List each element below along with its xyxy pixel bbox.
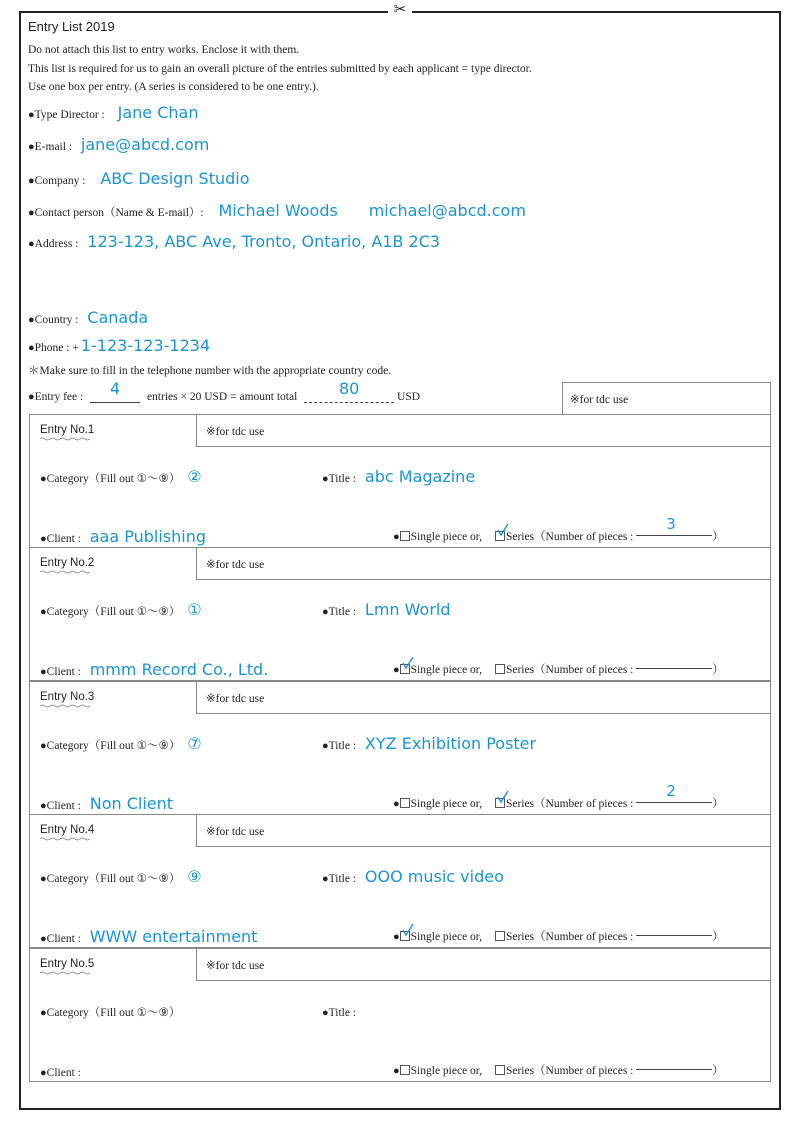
- single-piece-checkbox[interactable]: [400, 1065, 410, 1075]
- single-piece-checkbox[interactable]: [400, 531, 410, 541]
- client-label: Client :: [46, 1067, 81, 1079]
- check-mark-icon: [497, 790, 509, 804]
- category-value[interactable]: ⑦: [187, 734, 202, 753]
- company-label: Company :: [34, 175, 86, 187]
- entry-number: Entry No.1: [40, 424, 95, 436]
- entry-box: [29, 814, 771, 948]
- address-field: ●Address : 123-123, ABC Ave, Tronto, Ontario, A1B 2C3: [28, 232, 441, 251]
- check-mark-icon: [402, 656, 414, 670]
- total-amount-value: 80: [338, 379, 360, 398]
- type-director-value[interactable]: Jane Chan: [117, 103, 199, 122]
- title-field: ●Title :: [322, 1007, 357, 1019]
- category-label: Category（Fill out ①～⑨）: [46, 873, 181, 885]
- company-value[interactable]: ABC Design Studio: [100, 169, 250, 188]
- series-label: Series（Number of pieces :: [505, 798, 634, 810]
- close-paren: ）: [712, 531, 724, 543]
- intro-line-2: This list is required for us to gain an overall picture of the entries submitted by each applicant = type director.: [28, 63, 532, 75]
- number-of-pieces-input[interactable]: [636, 782, 712, 803]
- single-piece-label: Single piece or,: [410, 931, 483, 943]
- entry-box: [29, 948, 771, 1082]
- category-field: ●Category（Fill out ①～⑨） ②: [40, 467, 202, 486]
- title-field: ●Title : Lmn World: [322, 600, 451, 619]
- company-field: ●Company : ABC Design Studio: [28, 169, 250, 188]
- category-label: Category（Fill out ①～⑨）: [46, 473, 181, 485]
- category-field: ●Category（Fill out ①～⑨） ①: [40, 600, 202, 619]
- address-value[interactable]: 123-123, ABC Ave, Tronto, Ontario, A1B 2C3: [87, 232, 441, 251]
- number-of-pieces-input[interactable]: [636, 668, 712, 669]
- title-label: Title :: [328, 1007, 357, 1019]
- single-piece-label: Single piece or,: [410, 531, 483, 543]
- category-label: Category（Fill out ①～⑨）: [46, 740, 181, 752]
- piece-type-field: ● Single piece or, Series（Number of pieces : ）: [393, 1065, 724, 1077]
- series-label: Series（Number of pieces :: [505, 531, 634, 543]
- client-value[interactable]: mmm Record Co., Ltd.: [89, 660, 269, 679]
- entry-box: [29, 414, 771, 548]
- tdc-use-box: ※for tdc use: [196, 682, 771, 714]
- phone-value[interactable]: 1-123-123-1234: [80, 336, 211, 355]
- type-director-label: Type Director :: [34, 109, 105, 121]
- phone-note: ＊Make sure to fill in the telephone number with the appropriate country code.: [28, 365, 392, 377]
- client-label: Client :: [46, 533, 81, 545]
- client-label: Client :: [46, 933, 81, 945]
- contact-label: Contact person（Name & E-mail）:: [34, 207, 204, 219]
- category-label: Category（Fill out ①～⑨）: [46, 1007, 181, 1019]
- single-piece-label: Single piece or,: [410, 664, 483, 676]
- entry-number: Entry No.2: [40, 557, 95, 569]
- title-value[interactable]: OOO music video: [364, 867, 504, 886]
- title-label: Title :: [328, 606, 357, 618]
- fee-tdc-use-box: ※for tdc use: [562, 382, 771, 414]
- number-of-pieces-input[interactable]: [636, 515, 712, 536]
- title-field: ●Title : XYZ Exhibition Poster: [322, 734, 537, 753]
- entries-count-input[interactable]: [90, 379, 140, 403]
- number-of-pieces-input[interactable]: [636, 1069, 712, 1070]
- category-value[interactable]: ①: [187, 600, 202, 619]
- close-paren: ）: [712, 664, 724, 676]
- title-value[interactable]: XYZ Exhibition Poster: [364, 734, 537, 753]
- entry-header: [30, 949, 770, 981]
- client-label: Client :: [46, 666, 81, 678]
- phone-label: Phone : +: [34, 342, 79, 354]
- email-label: E-mail :: [34, 141, 73, 153]
- title-label: Title :: [328, 473, 357, 485]
- phone-field: ●Phone : + 1-123-123-1234: [28, 336, 211, 355]
- address-label: Address :: [34, 238, 79, 250]
- client-value[interactable]: WWW entertainment: [89, 927, 258, 946]
- tdc-use-box: ※for tdc use: [196, 949, 771, 981]
- close-paren: ）: [712, 798, 724, 810]
- series-label: Series（Number of pieces :: [505, 931, 634, 943]
- type-director-field: ●Type Director : Jane Chan: [28, 103, 199, 122]
- series-label: Series（Number of pieces :: [505, 664, 634, 676]
- series-checkbox[interactable]: [495, 1065, 505, 1075]
- intro-line-3: Use one box per entry. (A series is considered to be one entry.).: [28, 81, 319, 93]
- check-mark-icon: [402, 923, 414, 937]
- form-title: Entry List 2019: [28, 19, 115, 34]
- entry-header: [30, 682, 770, 714]
- total-amount-input[interactable]: [304, 379, 394, 403]
- client-field: ●Client :: [40, 1067, 81, 1079]
- piece-type-field: ● Single piece or, Series（Number of pieces : ）: [393, 928, 724, 944]
- entry-header: [30, 815, 770, 847]
- tdc-use-box: ※for tdc use: [196, 548, 771, 580]
- number-of-pieces-value: 2: [666, 782, 676, 800]
- country-label: Country :: [34, 314, 79, 326]
- entry-fee-label: Entry fee :: [34, 391, 84, 403]
- series-label: Series（Number of pieces :: [505, 1065, 634, 1077]
- entry-number: Entry No.3: [40, 691, 95, 703]
- entries-count-value: 4: [109, 379, 121, 398]
- intro-line-1: Do not attach this list to entry works. Enclose it with them.: [28, 44, 300, 56]
- single-piece-checkbox[interactable]: [400, 664, 410, 674]
- contact-email-value[interactable]: michael@abcd.com: [368, 201, 526, 220]
- wavy-underline: [40, 570, 90, 574]
- client-value[interactable]: Non Client: [89, 794, 174, 813]
- category-field: ●Category（Fill out ①～⑨） ⑦: [40, 734, 202, 753]
- contact-field: ●Contact person（Name & E-mail）: Michael Woods michael@abcd.com: [28, 201, 526, 220]
- series-checkbox[interactable]: [495, 931, 505, 941]
- currency-label: USD: [397, 391, 421, 403]
- entry-header: [30, 548, 770, 580]
- title-value[interactable]: abc Magazine: [364, 467, 476, 486]
- piece-type-field: ● Single piece or, Series（Number of pieces : 2 ）: [393, 782, 724, 810]
- wavy-underline: [40, 704, 90, 708]
- number-of-pieces-input[interactable]: [636, 935, 712, 936]
- contact-name-value[interactable]: Michael Woods: [218, 201, 338, 220]
- fee-formula-text: entries × 20 USD = amount total: [146, 391, 298, 403]
- single-piece-label: Single piece or,: [410, 1065, 483, 1077]
- wavy-underline: [40, 971, 90, 975]
- category-field: ●Category（Fill out ①～⑨）: [40, 1007, 181, 1019]
- tdc-use-box: ※for tdc use: [196, 815, 771, 847]
- wavy-underline: [40, 837, 90, 841]
- title-field: ●Title : OOO music video: [322, 867, 504, 886]
- title-label: Title :: [328, 873, 357, 885]
- client-field: ●Client : Non Client: [40, 794, 174, 813]
- category-value[interactable]: ②: [187, 467, 202, 486]
- tdc-use-box: ※for tdc use: [196, 415, 771, 447]
- entry-box: [29, 547, 771, 681]
- piece-type-field: ● Single piece or, Series（Number of pieces : 3 ）: [393, 515, 724, 543]
- email-value[interactable]: jane@abcd.com: [80, 135, 210, 154]
- title-label: Title :: [328, 740, 357, 752]
- email-field: ●E-mail : jane@abcd.com: [28, 135, 210, 154]
- country-value[interactable]: Canada: [87, 308, 149, 327]
- client-field: ●Client : WWW entertainment: [40, 927, 258, 946]
- entry-number: Entry No.5: [40, 958, 95, 970]
- piece-type-field: ● Single piece or, Series（Number of pieces : ）: [393, 661, 724, 677]
- category-value[interactable]: ⑨: [187, 867, 202, 886]
- title-value[interactable]: Lmn World: [364, 600, 451, 619]
- single-piece-checkbox[interactable]: [400, 931, 410, 941]
- title-field: ●Title : abc Magazine: [322, 467, 476, 486]
- single-piece-label: Single piece or,: [410, 798, 483, 810]
- entry-fee-field: ●Entry fee : 4 entries × 20 USD = amount total 80 USD: [28, 379, 421, 403]
- entry-box: [29, 681, 771, 815]
- entry-header: [30, 415, 770, 447]
- scissors-icon: ✂: [388, 0, 412, 18]
- country-field: ●Country : Canada: [28, 308, 149, 327]
- client-field: ●Client : aaa Publishing: [40, 527, 206, 546]
- close-paren: ）: [712, 931, 724, 943]
- close-paren: ）: [712, 1065, 724, 1077]
- client-field: ●Client : mmm Record Co., Ltd.: [40, 660, 269, 679]
- client-label: Client :: [46, 800, 81, 812]
- wavy-underline: [40, 437, 90, 441]
- check-mark-icon: [497, 523, 509, 537]
- series-checkbox[interactable]: [495, 664, 505, 674]
- client-value[interactable]: aaa Publishing: [89, 527, 206, 546]
- category-label: Category（Fill out ①～⑨）: [46, 606, 181, 618]
- series-checkbox[interactable]: [495, 798, 505, 808]
- series-checkbox[interactable]: [495, 531, 505, 541]
- entry-number: Entry No.4: [40, 824, 95, 836]
- single-piece-checkbox[interactable]: [400, 798, 410, 808]
- number-of-pieces-value: 3: [666, 515, 676, 533]
- category-field: ●Category（Fill out ①～⑨） ⑨: [40, 867, 202, 886]
